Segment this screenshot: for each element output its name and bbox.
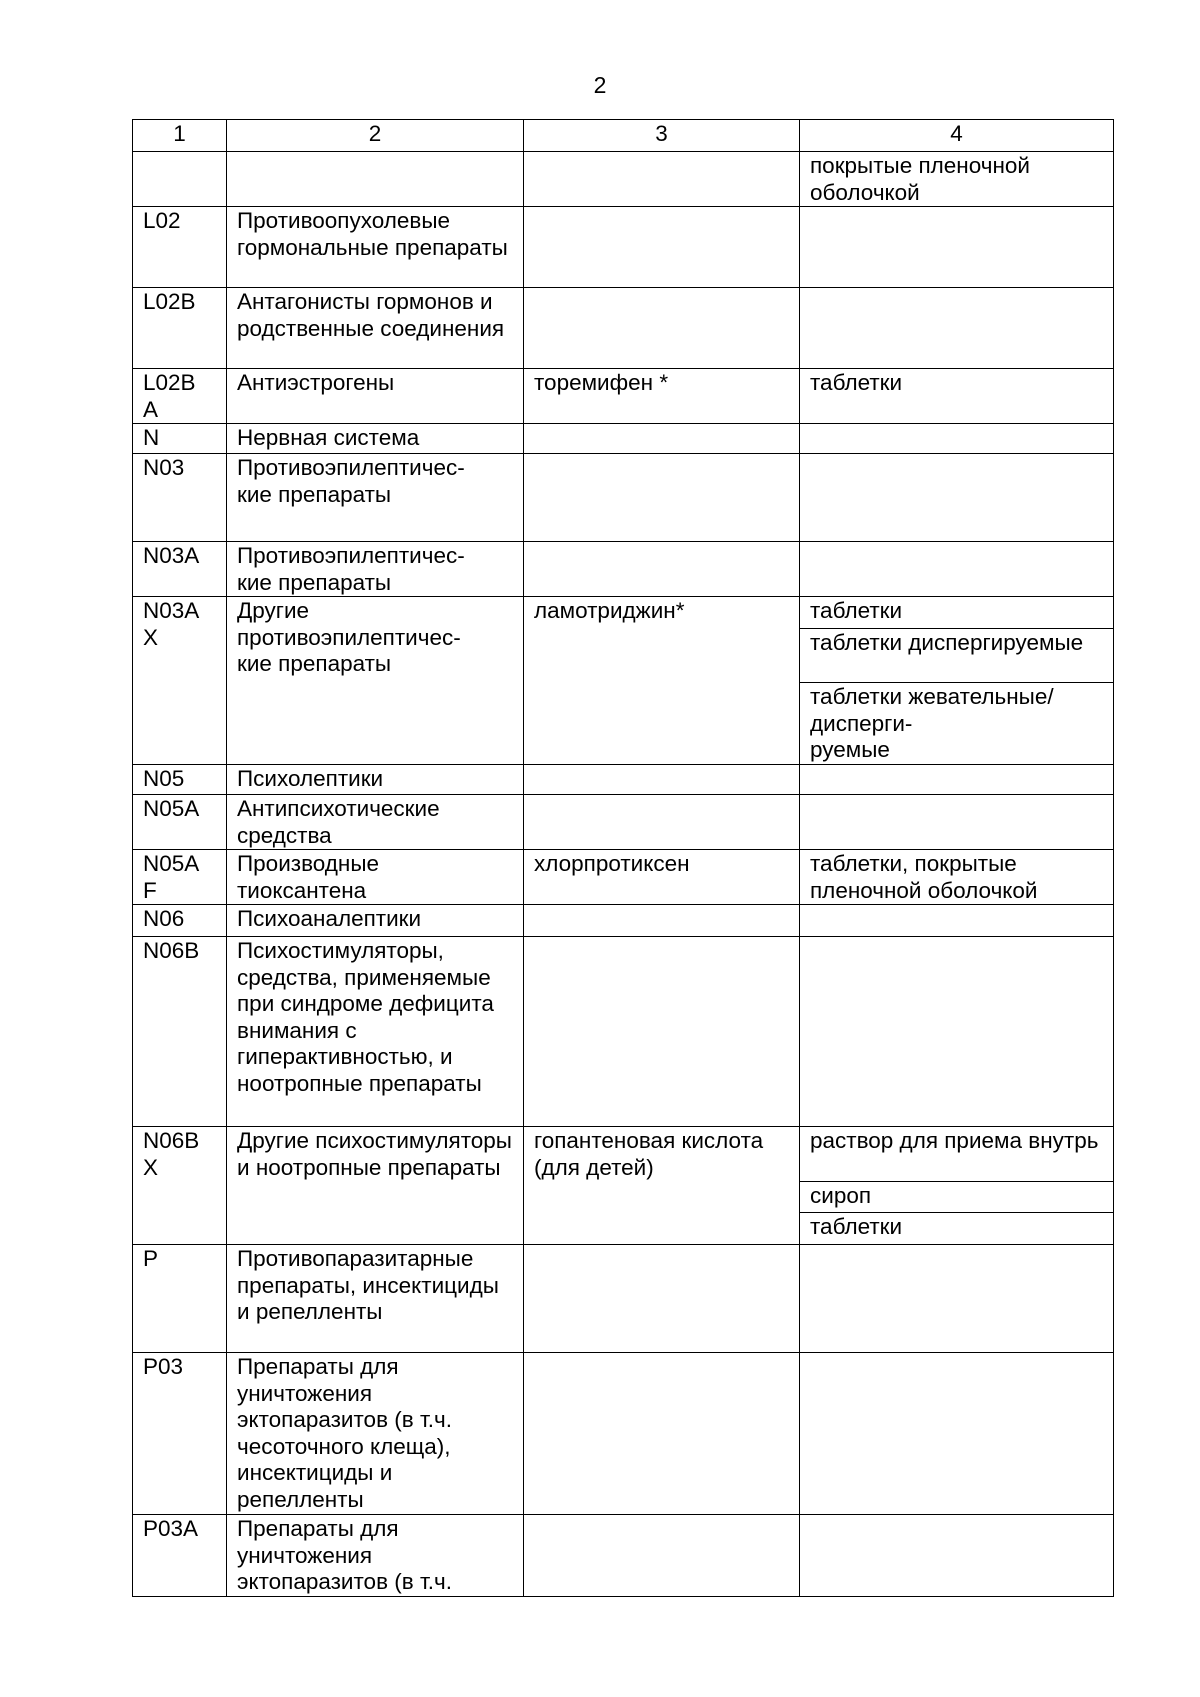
- table-row: [133, 542, 1114, 597]
- column-header: 4: [800, 120, 1114, 152]
- atc-code-cell: N05A: [133, 795, 227, 850]
- group-name-cell: [227, 152, 524, 207]
- group-name-cell: Антипсихотические средства: [227, 795, 524, 850]
- drug-name-cell: [524, 542, 800, 597]
- dosage-form-item: таблетки: [800, 1212, 1113, 1243]
- group-name-cell: Антагонисты гормонов и родственные соединения: [227, 288, 524, 369]
- group-name-cell: Антиэстрогены: [227, 369, 524, 424]
- atc-code-cell: N03A: [133, 542, 227, 597]
- atc-code-cell: N: [133, 424, 227, 454]
- table-row: [133, 1515, 1114, 1597]
- dosage-form-cell: [800, 795, 1114, 850]
- dosage-form-item: сироп: [800, 1181, 1113, 1212]
- group-name-cell: Препараты для уничтожения эктопаразитов (в т.ч. чесоточного клеща), инсектициды и репелленты: [227, 1353, 524, 1515]
- group-name-cell: Другие противоэпилептичес- кие препараты: [227, 597, 524, 765]
- group-name-cell: Нервная система: [227, 424, 524, 454]
- dosage-form-cell: [800, 1245, 1114, 1353]
- table-row: [133, 597, 1114, 765]
- group-name-cell: Противоопухолевые гормональные препараты: [227, 207, 524, 288]
- group-name-cell: Производные тиоксантена: [227, 850, 524, 905]
- drug-name-cell: [524, 1515, 800, 1597]
- dosage-form-cell: [800, 597, 1114, 765]
- dosage-form-cell: таблетки, покрытые пленочной оболочкой: [800, 850, 1114, 905]
- dosage-form-cell: [800, 1127, 1114, 1245]
- table-row: [133, 850, 1114, 905]
- dosage-form-cell: [800, 542, 1114, 597]
- table-row: [133, 152, 1114, 207]
- drug-name-cell: [524, 795, 800, 850]
- drug-name-cell: [524, 937, 800, 1127]
- drug-name-cell: [524, 454, 800, 542]
- atc-code-cell: L02B A: [133, 369, 227, 424]
- atc-code-cell: L02B: [133, 288, 227, 369]
- atc-code-cell: P: [133, 1245, 227, 1353]
- drug-name-cell: [524, 905, 800, 937]
- table-row: [133, 937, 1114, 1127]
- atc-code-cell: N06: [133, 905, 227, 937]
- dosage-form-cell: [800, 207, 1114, 288]
- group-name-cell: Психолептики: [227, 765, 524, 795]
- atc-code-cell: N06B X: [133, 1127, 227, 1245]
- table-row: [133, 905, 1114, 937]
- dosage-form-item: раствор для приема внутрь: [810, 1128, 1099, 1153]
- dosage-form-cell: [800, 765, 1114, 795]
- column-header: 3: [524, 120, 800, 152]
- page-number: 2: [593, 72, 607, 98]
- drug-name-cell: ламотриджин*: [524, 597, 800, 765]
- table-row: [133, 369, 1114, 424]
- drug-table: [132, 119, 1114, 1597]
- dosage-form-item: таблетки диспергируемые: [800, 628, 1113, 682]
- dosage-form-cell: [800, 905, 1114, 937]
- drug-name-cell: [524, 1353, 800, 1515]
- drug-name-cell: [524, 207, 800, 288]
- table-row: [133, 1353, 1114, 1515]
- group-name-cell: Психостимуляторы, средства, применяемые при синдроме дефицита внимания с гиперактивностью, и ноотропные препараты: [227, 937, 524, 1127]
- atc-code-cell: P03A: [133, 1515, 227, 1597]
- table-row: [133, 207, 1114, 288]
- atc-code-cell: N06B: [133, 937, 227, 1127]
- dosage-form-cell: [800, 288, 1114, 369]
- drug-name-cell: [524, 288, 800, 369]
- dosage-form-cell: [800, 1353, 1114, 1515]
- column-header: 1: [133, 120, 227, 152]
- dosage-form-cell: покрытые пленочной оболочкой: [800, 152, 1114, 207]
- group-name-cell: Психоаналептики: [227, 905, 524, 937]
- column-header: 2: [227, 120, 524, 152]
- drug-name-cell: [524, 424, 800, 454]
- group-name-cell: Противоэпилептичес- кие препараты: [227, 542, 524, 597]
- table-row: [133, 765, 1114, 795]
- drug-name-cell: [524, 152, 800, 207]
- group-name-cell: Противопаразитарные препараты, инсектициды и репелленты: [227, 1245, 524, 1353]
- dosage-form-cell: [800, 1515, 1114, 1597]
- table-row: [133, 424, 1114, 454]
- atc-code-cell: N05A F: [133, 850, 227, 905]
- atc-code-cell: N05: [133, 765, 227, 795]
- drug-name-cell: хлорпротиксен: [524, 850, 800, 905]
- table-row: [133, 1245, 1114, 1353]
- drug-name-cell: [524, 1245, 800, 1353]
- group-name-cell: Противоэпилептичес- кие препараты: [227, 454, 524, 542]
- dosage-form-cell: [800, 454, 1114, 542]
- atc-code-cell: N03: [133, 454, 227, 542]
- dosage-form-cell: [800, 424, 1114, 454]
- table-row: [133, 288, 1114, 369]
- atc-code-cell: N03A X: [133, 597, 227, 765]
- table-row: [133, 454, 1114, 542]
- table-header-row: [133, 120, 1114, 152]
- drug-name-cell: [524, 765, 800, 795]
- table-row: [133, 1127, 1114, 1245]
- atc-code-cell: P03: [133, 1353, 227, 1515]
- drug-name-cell: гопантеновая кислота (для детей): [524, 1127, 800, 1245]
- table-row: [133, 795, 1114, 850]
- dosage-form-cell: [800, 937, 1114, 1127]
- group-name-cell: Препараты для уничтожения эктопаразитов (в т.ч.: [227, 1515, 524, 1597]
- dosage-form-cell: таблетки: [800, 369, 1114, 424]
- drug-name-cell: торемифен *: [524, 369, 800, 424]
- atc-code-cell: [133, 152, 227, 207]
- dosage-form-item: таблетки: [810, 598, 903, 623]
- atc-code-cell: L02: [133, 207, 227, 288]
- dosage-form-item: таблетки жевательные/дисперги- руемые: [800, 682, 1113, 764]
- group-name-cell: Другие психостимуляторы и ноотропные препараты: [227, 1127, 524, 1245]
